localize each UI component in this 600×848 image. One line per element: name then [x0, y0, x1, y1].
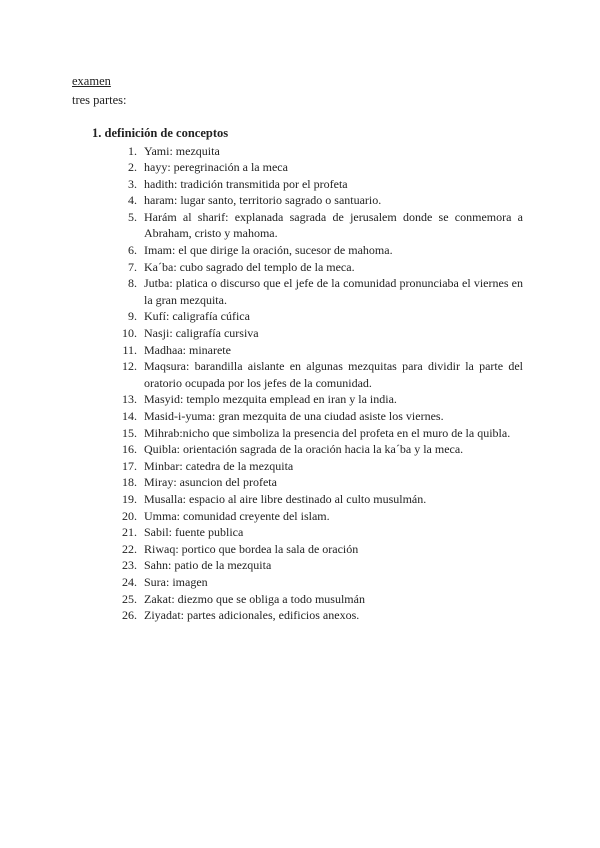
item-text: Quibla: orientación sagrada de la oración hacia la ka´ba y la meca. — [144, 442, 464, 457]
item-number: 5. — [128, 209, 137, 224]
item-number: 3. — [128, 176, 137, 191]
item-text: Minbar: catedra de la mezquita — [144, 458, 294, 473]
item-number: 9. — [128, 309, 137, 324]
definitions-list — [107, 143, 523, 624]
definition-item — [107, 192, 523, 209]
item-text: Imam: el que dirige la oración, sucesor de mahoma. — [144, 243, 393, 258]
definition-item — [107, 574, 523, 591]
item-number: 25. — [122, 591, 137, 606]
item-text: hayy: peregrinación a la meca — [144, 160, 288, 175]
definition-item — [107, 508, 523, 525]
item-text: Masid-i-yuma: gran mezquita de una ciudad asiste los viernes. — [144, 409, 444, 423]
document-subtitle: tres partes: — [72, 93, 127, 107]
definition-item — [107, 541, 523, 558]
definition-item — [107, 425, 523, 442]
item-number: 7. — [128, 259, 137, 274]
item-text: haram: lugar santo, territorio sagrado o santuario. — [144, 193, 382, 208]
definition-item — [107, 358, 523, 391]
item-number: 26. — [122, 608, 137, 623]
item-text: Sahn: patio de la mezquita — [144, 558, 272, 573]
item-text: Musalla: espacio al aire libre destinado al culto musulmán. — [144, 491, 427, 506]
item-text: Jutba: platica o discurso que el jefe de la comunidad pronunciaba el viernes en la gran mezquita. — [144, 276, 523, 307]
item-number: 8. — [128, 276, 137, 291]
item-text: Ziyadat: partes adicionales, edificios anexos. — [144, 608, 360, 623]
definition-item — [107, 458, 523, 475]
item-number: 13. — [122, 392, 137, 407]
definition-item — [107, 524, 523, 541]
definition-item — [107, 441, 523, 458]
definition-item — [107, 474, 523, 491]
item-number: 21. — [122, 525, 137, 540]
definition-item — [107, 308, 523, 325]
definition-item — [107, 143, 523, 160]
item-text: Sura: imagen — [144, 574, 208, 589]
definition-item — [107, 176, 523, 193]
definition-item — [107, 325, 523, 342]
item-number: 22. — [122, 541, 137, 556]
definition-item — [107, 391, 523, 408]
item-text: Kufí: caligrafía cúfica — [144, 309, 250, 324]
item-number: 12. — [122, 359, 137, 374]
item-number: 10. — [122, 326, 137, 341]
definition-item — [107, 342, 523, 359]
item-number: 1. — [128, 143, 137, 158]
item-text: Yami: mezquita — [144, 143, 220, 158]
item-number: 2. — [128, 160, 137, 175]
item-number: 23. — [122, 558, 137, 573]
item-text: Masyid: templo mezquita emplead en iran y la india. — [144, 392, 397, 407]
item-number: 11. — [122, 342, 137, 357]
document-title: examen — [72, 74, 111, 88]
definition-item — [107, 275, 523, 308]
item-text: Zakat: diezmo que se obliga a todo musulmán — [144, 591, 365, 606]
section-heading: 1. definición de conceptos — [92, 126, 229, 140]
item-text: hadith: tradición transmitida por el profeta — [144, 176, 348, 191]
item-text: Madhaa: minarete — [144, 342, 231, 357]
definition-item — [107, 209, 523, 242]
item-text: Miray: asuncion del profeta — [144, 475, 277, 490]
item-number: 24. — [122, 574, 137, 589]
item-number: 18. — [122, 475, 137, 490]
item-text: Maqsura: barandilla aislante en algunas mezquitas para dividir la parte del oratorio ocupada por los jefes de la comunidad. — [144, 359, 523, 390]
definition-item — [107, 607, 523, 624]
item-number: 16. — [122, 442, 137, 457]
item-number: 14. — [122, 409, 137, 423]
item-number: 19. — [122, 491, 137, 506]
item-text: Umma: comunidad creyente del islam. — [144, 508, 330, 523]
definition-item — [107, 159, 523, 176]
definition-item — [107, 259, 523, 276]
definition-item — [107, 491, 523, 508]
item-number: 15. — [122, 425, 137, 440]
item-number: 17. — [122, 458, 137, 473]
item-text: Harám al sharif: explanada sagrada de jerusalem donde se conmemora a Abraham, cristo y mahoma. — [144, 209, 523, 241]
item-text: Nasji: caligrafía cursiva — [144, 326, 259, 341]
item-text: Riwaq: portico que bordea la sala de oración — [144, 541, 359, 556]
definition-item — [107, 591, 523, 608]
item-number: 20. — [122, 508, 137, 523]
definition-item — [107, 408, 523, 425]
definition-item — [107, 242, 523, 259]
item-text: Sabil: fuente publica — [144, 525, 244, 540]
definition-item — [107, 557, 523, 574]
item-number: 6. — [128, 243, 137, 258]
item-number: 4. — [128, 193, 137, 208]
item-text: Mihrab:nicho que simboliza la presencia del profeta en el muro de la quibla. — [144, 425, 511, 440]
item-text: Ka´ba: cubo sagrado del templo de la meca. — [144, 259, 355, 274]
